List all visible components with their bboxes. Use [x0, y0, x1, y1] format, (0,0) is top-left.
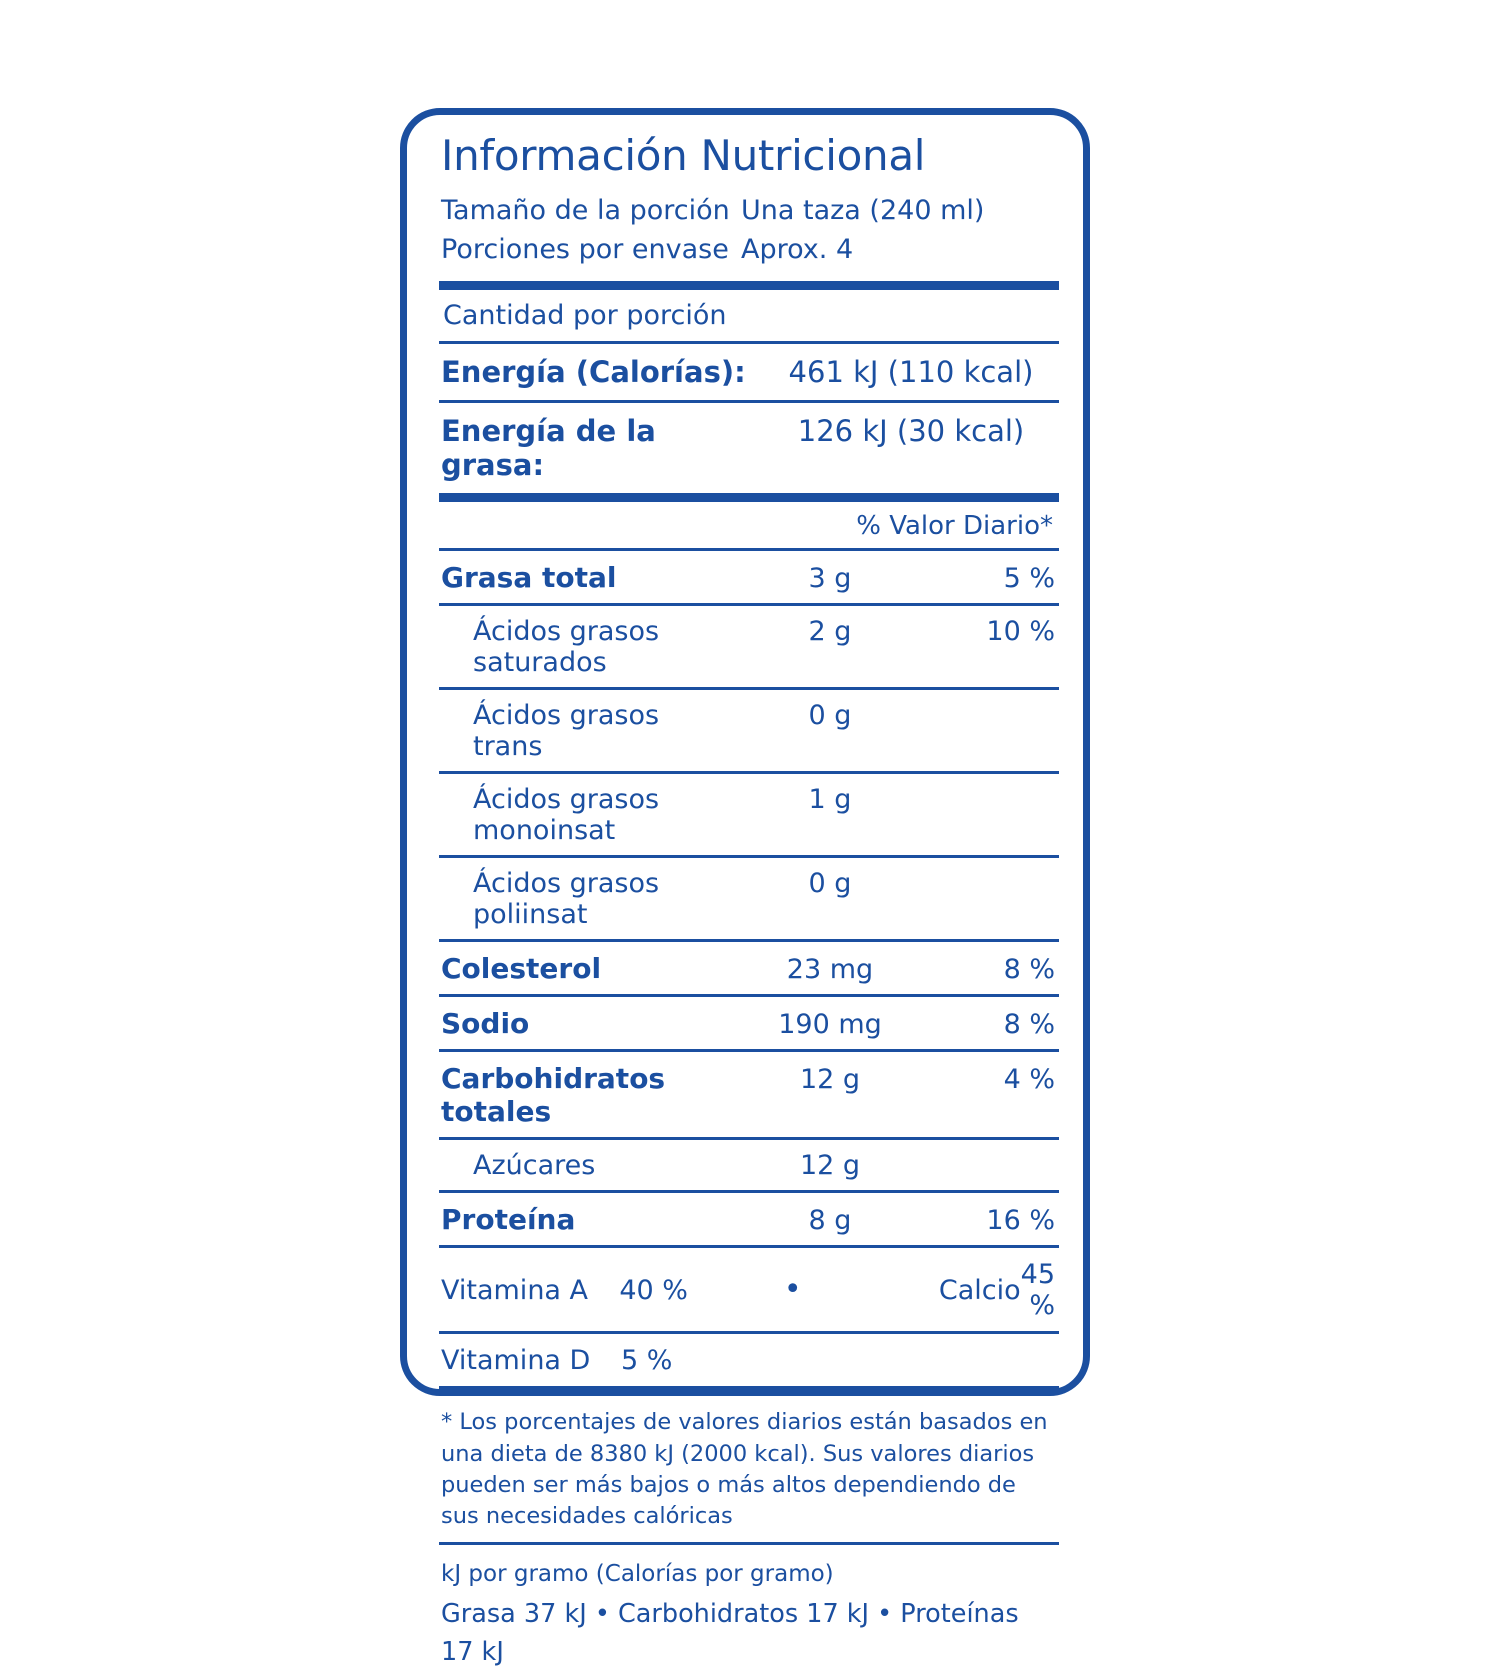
- nutrient-name: Carbohidratos totales: [441, 1062, 666, 1129]
- nutrient-dv: 4 %: [1003, 1064, 1055, 1096]
- nutrient-amount: 12 g: [799, 1150, 861, 1182]
- divider-thick-2: [439, 493, 1059, 502]
- serving-size-value: Una taza (240 ml): [741, 195, 985, 227]
- serving-size-label: Tamaño de la porción: [441, 195, 730, 227]
- nutrition-facts-content: [437, 129, 1061, 1672]
- servings-per-container-label: Porciones por envase: [441, 234, 729, 266]
- nutrient-name: Grasa total: [441, 561, 617, 595]
- serving-size-row: [441, 191, 1061, 230]
- table-row: [437, 942, 1061, 994]
- table-row: [437, 858, 1061, 939]
- table-row: [437, 1193, 1061, 1245]
- table-row: [437, 774, 1061, 855]
- nutrient-dv: 8 %: [1003, 1009, 1055, 1041]
- nutrient-amount: 190 mg: [778, 1009, 882, 1041]
- nutrient-name: Ácidos grasos trans: [473, 700, 660, 763]
- nutrient-amount: 23 mg: [786, 954, 874, 986]
- daily-value-footnote: * Los porcentajes de valores diarios están basados en una dieta de 8380 kJ (2000 kcal). Sus valores diarios pueden ser más bajos o más altos dependiendo de sus necesidades calóricas: [441, 1409, 1048, 1529]
- table-row: [437, 690, 1061, 771]
- nutrient-amount: 1 g: [808, 784, 852, 816]
- nutrient-dv: 5 %: [1003, 563, 1055, 595]
- table-row: [437, 606, 1061, 687]
- nutrient-amount: 3 g: [808, 563, 852, 595]
- nutrient-dv: 16 %: [986, 1205, 1055, 1237]
- nutrient-name: Ácidos grasos monoinsat: [473, 784, 660, 847]
- bullet-separator-icon: •: [783, 1272, 802, 1308]
- amount-per-serving-label: Cantidad por porción: [443, 300, 727, 332]
- nutrient-name: Sodio: [441, 1007, 530, 1041]
- servings-per-container-row: [441, 230, 1061, 269]
- nutrient-name: Azúcares: [473, 1150, 596, 1182]
- calories-from-fat-label: Energía de la grasa:: [441, 414, 656, 483]
- table-row: [437, 1140, 1061, 1190]
- calories-row: [437, 344, 1061, 400]
- table-row: [437, 997, 1061, 1049]
- nutrient-amount: 2 g: [808, 616, 852, 648]
- calcium-label: Calcio: [938, 1274, 1021, 1306]
- table-row: [437, 551, 1061, 603]
- nutrient-name: Colesterol: [441, 952, 602, 986]
- table-row: [437, 1052, 1061, 1137]
- servings-per-container-value: Aprox. 4: [741, 234, 854, 266]
- vitamin-d-label: Vitamina D: [441, 1345, 591, 1377]
- nutrient-amount: 0 g: [808, 868, 852, 900]
- nutrition-facts-panel: [400, 108, 1090, 1668]
- table-row: [437, 1334, 1061, 1386]
- vitamin-a-value: 40 %: [619, 1274, 688, 1306]
- kj-per-gram-values: Grasa 37 kJ • Carbohidratos 17 kJ • Proteínas 17 kJ: [441, 1599, 1019, 1668]
- nutrient-amount: 12 g: [799, 1064, 861, 1096]
- nutrient-name: Ácidos grasos saturados: [473, 616, 660, 679]
- daily-value-header: % Valor Diario*: [856, 511, 1053, 542]
- kj-per-gram-block: [437, 1545, 1061, 1672]
- calories-value: 461 kJ (110 kcal): [788, 355, 1034, 390]
- page-title: Información Nutricional: [441, 131, 926, 180]
- vitamin-d-value: 5 %: [621, 1345, 673, 1377]
- table-row: [437, 1248, 1061, 1331]
- calories-label: Energía (Calorías):: [441, 355, 746, 390]
- nutrient-amount: 0 g: [808, 700, 852, 732]
- nutrient-dv: 8 %: [1003, 954, 1055, 986]
- calories-from-fat-value: 126 kJ (30 kcal): [797, 414, 1025, 449]
- kj-per-gram-header: kJ por gramo (Calorías por gramo): [441, 1560, 834, 1587]
- divider-thick-top: [439, 281, 1059, 290]
- nutrient-dv: 10 %: [986, 616, 1055, 648]
- calcium-value: 45 %: [1020, 1259, 1055, 1322]
- divider-thick-3: [439, 1386, 1059, 1395]
- nutrient-name: Ácidos grasos poliinsat: [473, 868, 660, 931]
- nutrient-name: Proteína: [441, 1203, 576, 1237]
- nutrient-amount: 8 g: [808, 1205, 852, 1237]
- calories-from-fat-row: [437, 403, 1061, 493]
- vitamin-a-label: Vitamina A: [441, 1274, 589, 1306]
